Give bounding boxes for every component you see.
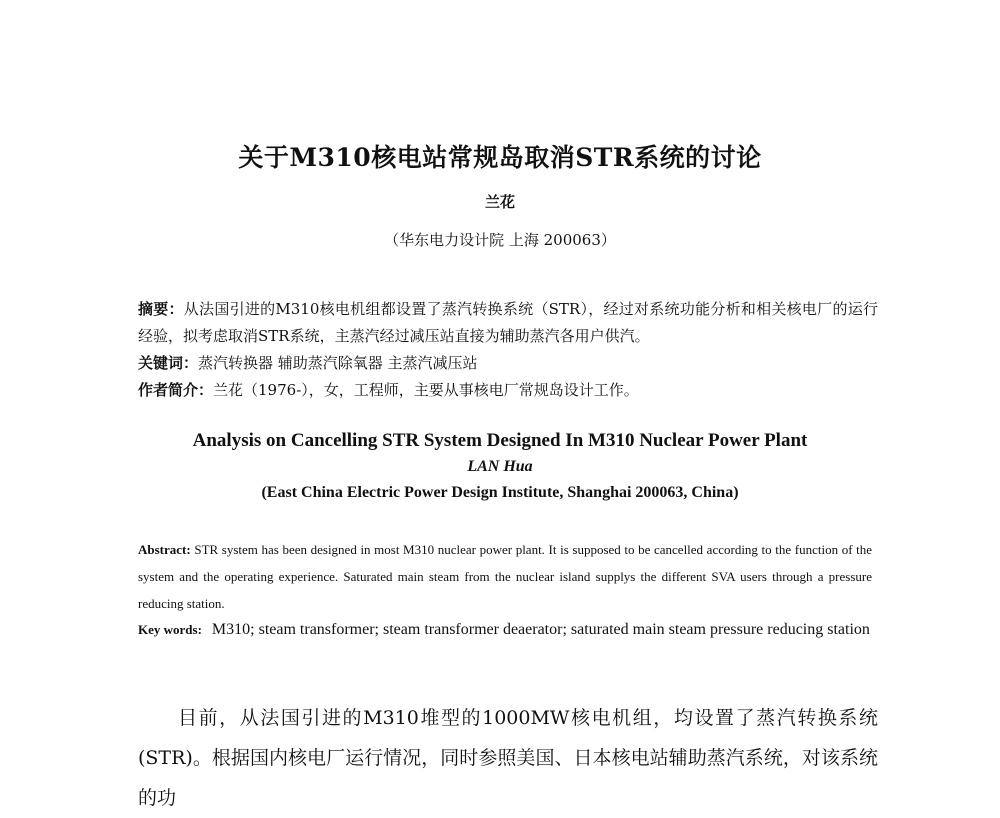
english-keywords-text: M310; steam transformer; steam transformer deaerator; saturated main steam pressure reducing station [211,621,870,638]
chinese-title: 关于M310核电站常规岛取消STR系统的讨论 [238,143,762,172]
english-abstract-label: Abstract: [138,542,191,557]
english-keywords-label: Key words: [138,622,202,637]
author-bio-text: 兰花（1976-），女，工程师，主要从事核电厂常规岛设计工作。 [213,381,639,399]
english-title: Analysis on Cancelling STR System Designed In M310 Nuclear Power Plant [192,430,808,451]
english-affiliation: (East China Electric Power Design Institute, Shanghai 200063, China) [261,484,739,501]
chinese-keywords-label: 关键词： [138,354,199,372]
chinese-abstract-label: 摘要： [138,300,184,318]
chinese-abstract [138,296,878,350]
author-bio-label: 作者简介： [138,381,214,399]
chinese-keywords [138,350,878,377]
english-abstract [138,536,872,617]
english-keywords [138,616,872,643]
chinese-affiliation: （华东电力设计院 上海 200063） [384,231,616,249]
english-abstract-text: STR system has been designed in most M310 nuclear power plant. It is supposed to be cancelled according to the function of the system and the operating experience. Saturated main steam from the nuclear island supplys the different SVA users through a pressure reducing station. [138,542,873,611]
chinese-author: 兰花 [484,193,515,211]
english-author: LAN Hua [467,458,533,475]
author-bio [138,377,878,404]
body-paragraph: 目前，从法国引进的M310堆型的1000MW核电机组，均设置了蒸汽转换系统(STR)。根据国内核电厂运行情况，同时参照美国、日本核电站辅助蒸汽系统，对该系统的功 [138,707,878,809]
chinese-keywords-text: 蒸汽转换器 辅助蒸汽除氧器 主蒸汽减压站 [198,354,478,372]
chinese-abstract-text: 从法国引进的M310核电机组都设置了蒸汽转换系统（STR），经过对系统功能分析和相关核电厂的运行经验，拟考虑取消STR系统，主蒸汽经过减压站直接为辅助蒸汽各用户供汽。 [138,300,878,345]
